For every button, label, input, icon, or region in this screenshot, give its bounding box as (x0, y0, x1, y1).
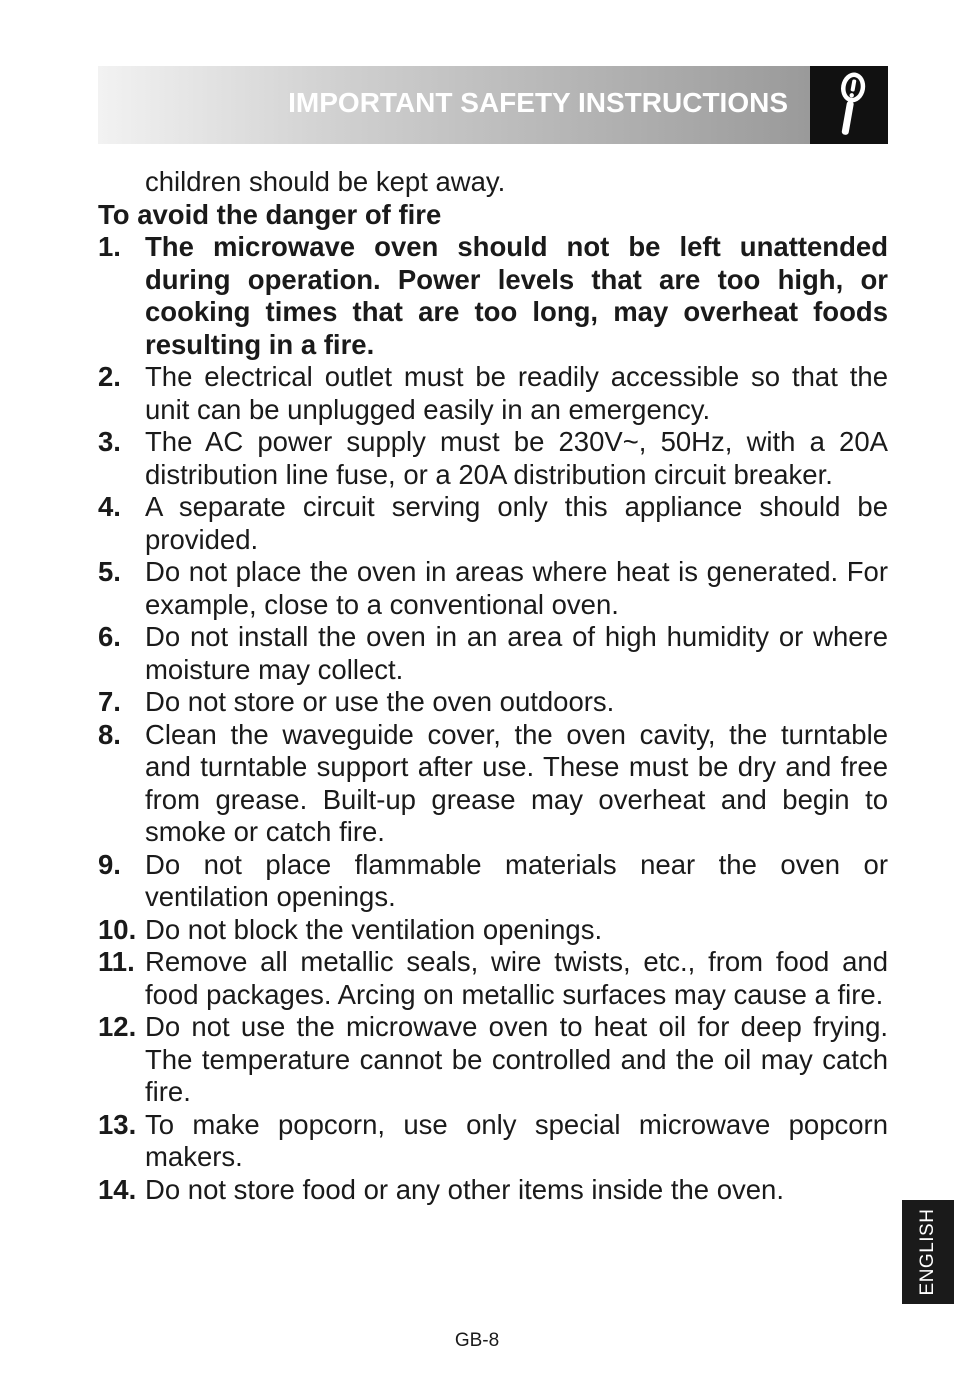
item-text: The AC power supply must be 230V~, 50Hz, with a 20A distribution line fuse, or a 20A distribution circuit breaker. (145, 426, 888, 490)
list-item (98, 686, 888, 719)
warning-icon-box (810, 66, 888, 144)
list-item (98, 361, 888, 426)
list-item (98, 1174, 888, 1207)
item-number: 12. (98, 1011, 137, 1042)
list-item (98, 556, 888, 621)
item-number: 13. (98, 1108, 137, 1140)
list-item (98, 426, 888, 491)
list-item (98, 719, 888, 849)
item-number: 7. (98, 686, 121, 717)
item-text: To make popcorn, use only special microwave popcorn makers. (145, 1108, 888, 1172)
list-item (98, 231, 888, 361)
list-item (98, 1109, 888, 1174)
item-text: Do not block the ventilation openings. (145, 913, 603, 945)
list-item (98, 1011, 888, 1109)
item-text: The electrical outlet must be readily accessible so that the unit can be unplugged easily in an emergency. (145, 361, 888, 425)
language-tab (902, 1200, 954, 1304)
item-number: 1. (98, 231, 121, 262)
item-text: Do not place flammable materials near the oven or ventilation openings. (145, 848, 888, 912)
item-number: 3. (98, 426, 121, 457)
section-heading: To avoid the danger of fire (98, 198, 442, 230)
item-text: Do not use the microwave oven to heat oil for deep frying. The temperature cannot be controlled and the oil may catch fire. (145, 1011, 888, 1107)
item-text: Do not install the oven in an area of high humidity or where moisture may collect. (145, 621, 888, 685)
continuation-text: children should be kept away. (145, 166, 506, 197)
item-number: 11. (98, 946, 135, 977)
item-number: 10. (98, 913, 137, 945)
item-text: A separate circuit serving only this appliance should be provided. (145, 491, 888, 555)
list-item (98, 621, 888, 686)
item-text: Do not store or use the oven outdoors. (145, 686, 615, 717)
list-item (98, 914, 888, 947)
page-title: IMPORTANT SAFETY INSTRUCTIONS (288, 87, 788, 118)
item-text: The microwave oven should not be left unattended during operation. Power levels that are too high, or cooking times that are too long, may overheat foods resulting in a fire. (145, 231, 888, 360)
item-text: Do not place the oven in areas where heat is generated. For example, close to a conventional oven. (145, 556, 888, 620)
item-text: Clean the waveguide cover, the oven cavity, the turntable and turntable support after use. These must be dry and free from grease. Built-up grease may overheat and begin to smoke or catch fire. (145, 718, 888, 847)
item-number: 2. (98, 361, 121, 392)
item-number: 4. (98, 491, 121, 522)
warning-exclamation-icon (810, 66, 888, 144)
page-number: GB-8 (454, 1330, 500, 1351)
item-text: Do not store food or any other items inside the oven. (145, 1173, 784, 1205)
item-number: 9. (98, 848, 121, 880)
list-item (98, 946, 888, 1011)
item-number: 8. (98, 718, 121, 750)
header-bar (98, 66, 810, 144)
list-item (98, 491, 888, 556)
item-number: 14. (98, 1173, 137, 1205)
list-item (98, 849, 888, 914)
language-label: ENGLISH (917, 1208, 938, 1296)
item-number: 5. (98, 556, 121, 587)
item-number: 6. (98, 621, 121, 652)
item-text: Remove all metallic seals, wire twists, etc., from food and food packages. Arcing on metallic surfaces may cause a fire. (145, 946, 888, 1010)
instructions-content (98, 166, 888, 1206)
